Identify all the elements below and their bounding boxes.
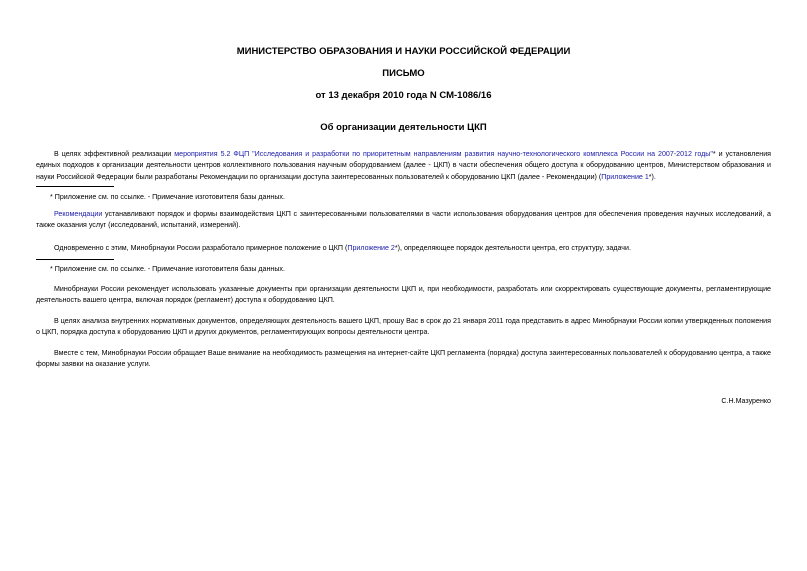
- paragraph-1: [36, 149, 771, 183]
- footnote-1: * Приложение см. по ссылке. - Примечание изготовителя базы данных.: [50, 193, 285, 201]
- paragraph-3-text-post: *), определяющее порядок деятельности центра, его структуру, задачи.: [394, 244, 631, 252]
- document-date-number: от 13 декабря 2010 года N СМ-1086/16: [315, 90, 492, 101]
- link-appendix-1[interactable]: Приложение 1: [601, 172, 649, 181]
- document-subject: Об организации деятельности ЦКП: [320, 122, 487, 133]
- paragraph-5: В целях анализа внутренних нормативных документов, определяющих деятельность вашего ЦКП, прошу Вас в срок до 21 января 2011 года представить в адрес Минобрнауки России копии утвержденных положения о ЦКП, порядка доступа к оборудованию ЦКП и других документов, регламентирующих вопросы деятельности центра.: [36, 317, 771, 337]
- footnote-2: * Приложение см. по ссылке. - Примечание изготовителя базы данных.: [50, 265, 285, 273]
- link-measure-5-2[interactable]: мероприятия 5.2 ФЦП "Исследования и разработки по приоритетным направлениям развития научно-технологического комплекса России на 2007-2012 годы": [174, 150, 713, 158]
- footnote-divider-2: [36, 259, 114, 260]
- link-appendix-2[interactable]: Приложение 2: [347, 244, 395, 252]
- paragraph-6: Вместе с тем, Минобрнауки России обращает Ваше внимание на необходимость размещения на интернет-сайте ЦКП регламента (порядка) доступа заинтересованных пользователей к оборудованию центра, а также формы заявки на оказание услуги.: [36, 349, 771, 369]
- paragraph-2: [36, 209, 771, 232]
- link-recommendations[interactable]: Рекомендации: [54, 210, 103, 218]
- paragraph-2-text: устанавливают порядок и формы взаимодействия ЦКП с заинтересованными пользователями в части использования оборудования центров для обеспечения проведения научных исследований, а также оказания услуг (исследований, испытаний, измерений).: [36, 210, 771, 230]
- paragraph-3: [36, 243, 771, 254]
- signature: С.Н.Мазуренко: [721, 397, 771, 405]
- paragraph-1-text-mid: * и установления единых подходов к организации деятельности центров коллективного пользования научным оборудованием (далее - ЦКП) в части обеспечения общего доступа к оборудованию центров, Министерством образования и науки Российской Федерации были разработаны Рекомендации по организации доступа заинтересованных пользователей к оборудованию ЦКП (далее - Рекомендации) (: [36, 150, 772, 181]
- paragraph-4: Минобрнауки России рекомендует использовать указанные документы при организации деятельности ЦКП и, при необходимости, разработать или скорректировать существующие документы, регламентирующие деятельность вашего центра, включая порядок (регламент) доступа к оборудованию ЦКП.: [36, 285, 771, 305]
- paragraph-1-text-post: *).: [648, 172, 656, 181]
- paragraph-1-text-pre: В целях эффективной реализации: [54, 150, 175, 158]
- footnote-divider-1: [36, 186, 114, 187]
- ministry-heading: МИНИСТЕРСТВО ОБРАЗОВАНИЯ И НАУКИ РОССИЙСКОЙ ФЕДЕРАЦИИ: [236, 46, 571, 57]
- document-type: ПИСЬМО: [382, 68, 425, 79]
- paragraph-3-text-pre: Одновременно с этим, Минобрнауки России разработало примерное положение о ЦКП (: [54, 244, 348, 252]
